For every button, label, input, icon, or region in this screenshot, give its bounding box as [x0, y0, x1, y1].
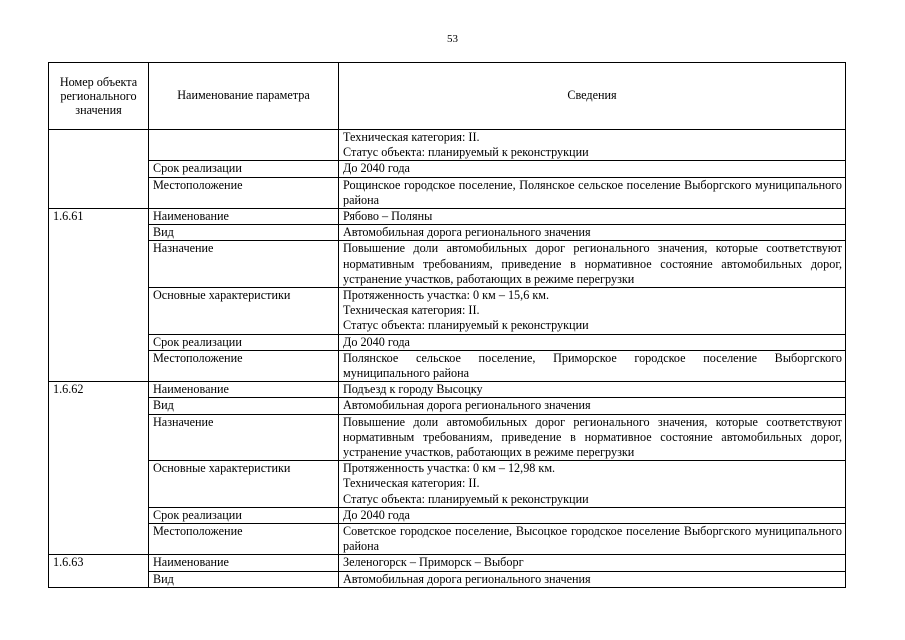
object-number-cell: [49, 130, 149, 209]
details-cell: [339, 225, 846, 241]
parameter-name-cell: Наименование: [149, 555, 339, 571]
details-line: Повышение доли автомобильных дорог регионального значения, которые соответствуют нормативным требованиям, приведение в нормативное состояние автомобильных дорог, устранение участков, работающих в режиме перегрузки: [343, 241, 842, 286]
parameter-name-cell: Наименование: [149, 209, 339, 225]
details-cell: [339, 555, 846, 571]
parameter-name-cell: Срок реализации: [149, 161, 339, 177]
details-cell: [339, 334, 846, 350]
details-line: Рощинское городское поселение, Полянское сельское поселение Выборгского муниципального района: [343, 177, 842, 207]
details-line: Протяженность участка: 0 км – 15,6 км.: [343, 288, 550, 303]
table-header: [49, 63, 846, 130]
parameter-name-cell: [149, 130, 339, 161]
object-number-cell: 1.6.61: [49, 209, 149, 382]
parameter-name-cell: Местоположение: [149, 350, 339, 381]
details-line: Автомобильная дорога регионального значения: [343, 398, 591, 413]
table-row: [49, 414, 846, 461]
details-line: Протяженность участка: 0 км – 12,98 км.: [343, 461, 556, 476]
details-line: Статус объекта: планируемый к реконструкции: [343, 145, 589, 160]
table-row: [49, 571, 846, 587]
parameter-name-cell: Местоположение: [149, 524, 339, 555]
parameter-name-cell: Срок реализации: [149, 334, 339, 350]
table-row: [49, 334, 846, 350]
details-cell: [339, 177, 846, 208]
parameter-name-cell: Основные характеристики: [149, 461, 339, 508]
table-row: [49, 288, 846, 335]
object-number-cell: 1.6.63: [49, 555, 149, 587]
details-line: Рябово – Поляны: [343, 209, 433, 224]
details-cell: [339, 398, 846, 414]
parameter-name-cell: Срок реализации: [149, 507, 339, 523]
table-row: [49, 524, 846, 555]
details-cell: [339, 507, 846, 523]
parameter-name-cell: Вид: [149, 225, 339, 241]
header-object-number: Номер объекта регионального значения: [49, 63, 149, 130]
details-line: Техническая категория: II.: [343, 130, 480, 144]
table-row: [49, 209, 846, 225]
details-line: Советское городское поселение, Высоцкое городское поселение Выборгского муниципального района: [343, 524, 842, 554]
parameter-name-cell: Назначение: [149, 414, 339, 461]
details-cell: [339, 209, 846, 225]
details-cell: [339, 350, 846, 381]
details-cell: [339, 161, 846, 177]
details-cell: [339, 288, 846, 335]
parameter-name-cell: Назначение: [149, 241, 339, 288]
object-number-cell: 1.6.62: [49, 382, 149, 555]
table-row: [49, 382, 846, 398]
table-row: [49, 130, 846, 161]
parameter-name-cell: Наименование: [149, 382, 339, 398]
table-row: [49, 555, 846, 571]
table-row: [49, 241, 846, 288]
header-details: Сведения: [339, 63, 846, 130]
details-line: Статус объекта: планируемый к реконструкции: [343, 318, 589, 333]
details-line: Автомобильная дорога регионального значения: [343, 225, 591, 240]
details-line: Техническая категория: II.: [343, 303, 480, 318]
table-row: [49, 461, 846, 508]
details-line: До 2040 года: [343, 334, 410, 349]
details-line: Статус объекта: планируемый к реконструкции: [343, 491, 589, 506]
table-row: [49, 161, 846, 177]
regional-objects-table: [48, 62, 846, 588]
details-line: Полянское сельское поселение, Приморское городское поселение Выборгского муниципального района: [343, 350, 842, 381]
details-cell: [339, 130, 846, 161]
details-cell: [339, 571, 846, 587]
table-row: [49, 398, 846, 414]
details-cell: [339, 241, 846, 288]
parameter-name-cell: Основные характеристики: [149, 288, 339, 335]
details-line: Подъезд к городу Высоцку: [343, 382, 483, 397]
details-line: Автомобильная дорога регионального значения: [343, 571, 591, 586]
table-row: [49, 225, 846, 241]
table-row: [49, 507, 846, 523]
table-row: [49, 177, 846, 208]
parameter-name-cell: Вид: [149, 571, 339, 587]
details-cell: [339, 382, 846, 398]
details-cell: [339, 524, 846, 555]
parameter-name-cell: Местоположение: [149, 177, 339, 208]
parameter-name-cell: Вид: [149, 398, 339, 414]
details-line: До 2040 года: [343, 161, 410, 176]
details-line: Зеленогорск – Приморск – Выборг: [343, 555, 524, 570]
table-row: [49, 350, 846, 381]
details-line: Техническая категория: II.: [343, 476, 480, 491]
details-cell: [339, 414, 846, 461]
details-line: До 2040 года: [343, 507, 410, 522]
header-parameter-name: Наименование параметра: [149, 63, 339, 130]
details-line: Повышение доли автомобильных дорог регионального значения, которые соответствуют нормативным требованиям, приведение в нормативное состояние автомобильных дорог, устранение участков, работающих в режиме перегрузки: [343, 414, 842, 460]
table-body: [49, 130, 846, 588]
details-cell: [339, 461, 846, 508]
page-number: 53: [447, 33, 458, 45]
